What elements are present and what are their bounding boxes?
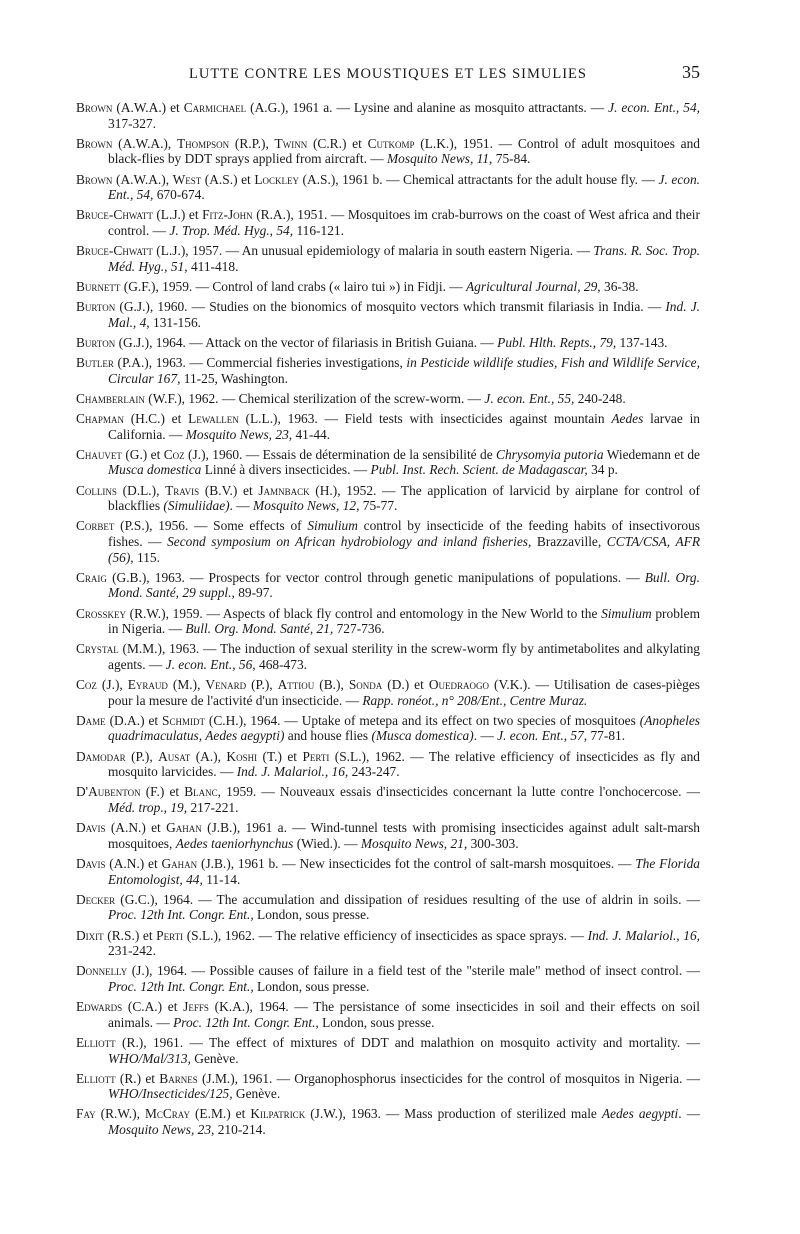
reference-entry <box>76 391 700 407</box>
reference-entry <box>76 1106 700 1137</box>
italic-text: J. econ. Ent., 57, <box>497 728 588 744</box>
reference-text: (G.B.), 1963. — Prospects for vector control through genetic manipulations of populations. — <box>106 569 645 585</box>
author-name: Fitz-John <box>202 207 253 223</box>
reference-text: (C.R.) et <box>307 135 368 151</box>
reference-text: 243-247. <box>348 764 400 780</box>
reference-entry <box>76 207 700 238</box>
author-name: McCray <box>144 1106 190 1122</box>
italic-text: in Pesticide wildlife studies, Fish and Wildlife Service, Circular 167, <box>108 355 700 386</box>
reference-text: (L.L.), 1963. — Field tests with insecticides against mountain <box>238 411 612 427</box>
author-name: Brown <box>76 135 113 151</box>
reference-text: 36-38. <box>600 278 639 294</box>
reference-text: (A.), <box>190 748 227 764</box>
italic-text: Simulium <box>601 605 652 621</box>
reference-text: (R.W.), <box>95 1106 145 1122</box>
reference-text: (Wied.). — <box>293 835 361 851</box>
reference-text: (F.) et <box>140 784 185 800</box>
author-name: Dame <box>76 712 106 728</box>
page-number: 35 <box>682 62 700 82</box>
author-name: Crosskey <box>76 605 126 621</box>
reference-text: 75-84. <box>492 151 531 167</box>
reference-entry <box>76 749 700 780</box>
italic-text: Publ. Hlth. Repts., 79, <box>497 334 617 350</box>
author-name: Brown <box>76 171 113 187</box>
author-name: Collins <box>76 482 117 498</box>
author-name: Kilpatrick <box>250 1106 306 1122</box>
reference-text: (D.L.), <box>116 482 166 498</box>
reference-text: (C.A.) et <box>122 999 184 1015</box>
author-name: Thompson <box>176 135 230 151</box>
reference-text: London, sous presse. <box>318 1014 435 1030</box>
reference-text: (M.M.), 1963. — The induction of sexual sterility in the screw-worm fly by antimetabolites and alkylating agents. — <box>108 641 700 672</box>
reference-text: Genève. <box>190 1050 239 1066</box>
reference-entry <box>76 713 700 744</box>
author-name: Dixit <box>76 927 104 943</box>
reference-text: 317-327. <box>108 115 156 131</box>
reference-text: 116-121. <box>293 222 344 238</box>
reference-text: control by insecticide of the feeding habits of insectivorous fishes. — <box>108 518 701 549</box>
reference-text: (W.F.), 1962. — Chemical sterilization of the screw-worm. — <box>144 390 485 406</box>
author-name: Barnes <box>159 1070 198 1086</box>
author-name: Cutkomp <box>367 135 415 151</box>
reference-text: (C.H.), 1964. — Uptake of metepa and its effect on two species of mosquitoes <box>204 712 640 728</box>
reference-text: (S.L.), 1962. — The relative efficiency of insecticides as fly and mosquito larvicides. — <box>108 748 700 780</box>
reference-text: (A.S.), 1961 b. — Chemical attractants for the adult house fly. — <box>299 171 659 187</box>
author-name: Sonda <box>348 677 383 693</box>
reference-text: and house flies <box>284 728 372 744</box>
reference-text: (R.S.) et <box>103 927 157 943</box>
reference-entry <box>76 518 700 565</box>
reference-entry <box>76 100 700 131</box>
reference-text: (M.), <box>167 677 206 693</box>
reference-text: 300-303. <box>467 835 519 851</box>
reference-entry <box>76 136 700 167</box>
reference-text: (J.W.), 1963. — Mass production of sterilized male <box>305 1106 602 1122</box>
reference-entry <box>76 963 700 994</box>
author-name: Brown <box>76 100 113 115</box>
author-name: Blanc <box>184 784 218 800</box>
italic-text: J. Trop. Méd. Hyg., 54, <box>169 222 294 238</box>
italic-text: Proc. 12th Int. Congr. Ent., <box>173 1014 319 1030</box>
italic-text: Ind. J. Mal., 4, <box>108 299 700 330</box>
reference-text: (A.N.) et <box>105 856 162 871</box>
reference-entry <box>76 447 700 478</box>
reference-text: (R.), 1961. — The effect of mixtures of DDT and malathion on mosquito activity and mortality. — <box>115 1034 700 1050</box>
reference-text: (R.) et <box>115 1070 160 1086</box>
author-name: Attiou <box>277 677 315 693</box>
reference-text: 137-143. <box>616 334 668 350</box>
reference-text: 727-736. <box>333 621 385 637</box>
italic-text: Publ. Inst. Rech. Scient. de Madagascar, <box>370 462 588 478</box>
reference-text: (L.J.), 1957. — An unusual epidemiology of malaria in south eastern Nigeria. — <box>152 243 594 259</box>
author-name: Gahan <box>166 820 202 836</box>
reference-text: (P.), <box>246 677 278 693</box>
reference-text: London, sous presse. <box>253 907 370 923</box>
reference-text: (G.C.), 1964. — The accumulation and dissipation of residues resulting of the use of aldrin in soils. — <box>115 891 700 907</box>
italic-text: CCTA/CSA, AFR (56), <box>108 533 700 565</box>
author-name: Elliott <box>76 1070 116 1086</box>
reference-text: 411-418. <box>187 258 239 274</box>
italic-text: Mosquito News, 23, <box>185 426 293 442</box>
author-name: West <box>172 171 202 187</box>
italic-text: Mosquito News, 12, <box>253 498 360 514</box>
reference-text: 75-77. <box>359 498 398 514</box>
reference-text: (R.P.), <box>229 135 275 151</box>
reference-text: larvae in California. — <box>108 411 700 442</box>
author-name: Schmidt <box>162 712 205 728</box>
reference-text: (J.), <box>96 677 128 693</box>
author-name: Bruce-Chwatt <box>76 243 153 259</box>
reference-list <box>76 100 700 1142</box>
reference-entry <box>76 411 700 442</box>
reference-text: , 1959. — Nouveaux essais d'insecticides concernant la lutte contre l'onchocercose. — <box>217 784 700 800</box>
reference-text: . — <box>678 1106 700 1122</box>
reference-text: (B.V.) et <box>199 482 259 498</box>
italic-text: J. econ. Ent., 54, <box>108 171 700 203</box>
reference-text: (J.M.), 1961. — Organophosphorus insecticides for the control of mosquitos in Nigeria. — <box>197 1070 700 1086</box>
italic-text: Aedes <box>611 411 644 427</box>
reference-entry <box>76 820 700 851</box>
author-name: Burton <box>76 299 116 315</box>
reference-entry <box>76 335 700 351</box>
reference-text: (T.) et <box>257 748 303 764</box>
author-name: Donnelly <box>76 963 128 979</box>
author-name: Decker <box>76 891 116 907</box>
author-name: Bruce-Chwatt <box>76 207 153 223</box>
italic-text: Chrysomyia putoria <box>496 446 604 462</box>
italic-text: The Florida Entomologist, 44, <box>108 856 700 887</box>
reference-text: (A.G.), 1961 a. — Lysine and alanine as mosquito attractants. — <box>246 100 609 115</box>
italic-text: Agricultural Journal, 29, <box>466 278 601 294</box>
italic-text: Proc. 12th Int. Congr. Ent., <box>108 907 254 923</box>
italic-text: Aedes aegypti <box>601 1106 679 1122</box>
italic-text: J. econ. Ent., 56, <box>165 656 256 672</box>
author-name: Eyraud <box>127 677 168 693</box>
reference-text: Wiedemann et de <box>603 446 700 462</box>
author-name: Ouedraogo <box>428 677 490 693</box>
italic-text: J. econ. Ent., 54, <box>608 100 700 115</box>
reference-text: Genève. <box>232 1086 281 1102</box>
italic-text: Trans. R. Soc. Trop. Méd. Hyg., 51, <box>108 243 700 274</box>
author-name: Jeffs <box>183 999 209 1015</box>
reference-text: 77-81. <box>587 728 626 744</box>
author-name: Butler <box>76 355 114 371</box>
reference-text: 115. <box>133 549 160 565</box>
author-name: Twinn <box>274 135 308 151</box>
author-name: Craig <box>76 569 107 585</box>
reference-text: (A.S.) et <box>201 171 255 187</box>
reference-text: 11-25, Washington. <box>180 370 288 386</box>
reference-entry <box>76 677 700 708</box>
italic-text: Ind. J. Malariol., 16, <box>587 927 700 943</box>
reference-text: London, sous presse. <box>253 978 370 994</box>
reference-text: (P.A.), 1963. — Commercial fisheries investigations, <box>113 355 407 371</box>
reference-text: (G.J.), 1964. — Attack on the vector of filariasis in British Guiana. — <box>115 334 498 350</box>
author-name: Perti <box>156 927 184 943</box>
reference-text: Brazzaville, <box>531 533 607 549</box>
reference-text: . — <box>473 728 498 744</box>
reference-entry <box>76 355 700 386</box>
italic-text: Rapp. ronéot., n° 208/Ent., Centre Muraz. <box>362 692 588 708</box>
reference-text: (J.B.), 1961 b. — New insecticides fot the control of salt-marsh mosquitoes. — <box>197 856 636 871</box>
italic-text: Bull. Org. Mond. Santé, 29 suppl., <box>108 569 700 601</box>
author-name: Venard <box>205 677 247 693</box>
reference-text: 131-156. <box>149 314 201 330</box>
author-name: Damodar <box>76 748 126 764</box>
author-name: Gahan <box>161 856 198 871</box>
author-name: Elliott <box>76 1034 116 1050</box>
author-name: Coz <box>163 446 185 462</box>
reference-text: (A.W.A.), <box>112 171 173 187</box>
author-name: Koshi <box>226 748 258 764</box>
author-name: Burnett <box>76 278 121 294</box>
italic-text: Méd. trop., 19, <box>108 800 188 816</box>
reference-entry <box>76 856 700 887</box>
author-name: Davis <box>76 856 106 871</box>
reference-entry <box>76 784 700 815</box>
reference-text: (A.W.A.), <box>112 135 177 151</box>
reference-text: (B.), <box>314 677 349 693</box>
italic-text: WHO/Insecticides/125, <box>108 1086 233 1102</box>
italic-text: (Musca domestica) <box>371 728 474 744</box>
reference-text: (J.), 1960. — Essais de détermination de la sensibilité de <box>184 446 497 462</box>
reference-entry <box>76 172 700 203</box>
reference-entry <box>76 606 700 637</box>
italic-text: Mosquito News, 21, <box>360 835 468 851</box>
author-name: Edwards <box>76 999 123 1015</box>
author-name: Lockley <box>254 171 299 187</box>
reference-text: 11-14. <box>202 871 241 887</box>
reference-entry <box>76 570 700 601</box>
italic-text: Ind. J. Malariol., 16, <box>236 764 349 780</box>
reference-text: (P.), <box>125 748 159 764</box>
reference-text: (P.S.), 1956. — Some effects of <box>114 518 308 534</box>
reference-text: (L.K.), 1951. — Control of adult mosquitoes and black-flies by DDT sprays applied from aircraft. — <box>108 135 700 167</box>
reference-text: 41-44. <box>292 426 331 442</box>
reference-text: (D.) et <box>382 677 429 693</box>
reference-entry <box>76 243 700 274</box>
reference-text: Linné à divers insecticides. — <box>201 462 371 478</box>
italic-text: Mosquito News, 11, <box>387 151 493 167</box>
italic-text: Proc. 12th Int. Congr. Ent., <box>108 978 254 994</box>
italic-text: (Simuliidae) <box>163 498 230 514</box>
reference-text: (J.), 1964. — Possible causes of failure in a field test of the "sterile male" method of insect control. — <box>127 963 700 979</box>
author-name: Coz <box>76 677 97 693</box>
reference-text: problem in Nigeria. — <box>108 605 700 637</box>
author-name: Chapman <box>76 411 124 427</box>
author-name: Travis <box>165 482 200 498</box>
reference-text: (D.A.) et <box>105 712 163 728</box>
reference-entry <box>76 999 700 1030</box>
reference-text: (R.W.), 1959. — Aspects of black fly control and entomology in the New World to the <box>125 605 602 621</box>
reference-text: (H.C.) et <box>123 411 189 427</box>
italic-text: Bull. Org. Mond. Santé, 21, <box>185 621 334 637</box>
reference-text: (G.) et <box>121 446 164 462</box>
italic-text: (Anopheles quadrimaculatus, Aedes aegypti) <box>108 712 700 744</box>
reference-entry <box>76 299 700 330</box>
reference-text: (K.A.), 1964. — The persistance of some insecticides in soil and their effects on soil animals. — <box>108 999 700 1030</box>
page-header <box>76 60 700 86</box>
reference-text: . — <box>229 498 254 514</box>
author-name: Chauvet <box>76 446 122 462</box>
italic-text: Simulium <box>307 518 358 534</box>
author-name: D'Aubenton <box>76 784 141 800</box>
reference-text: (S.L.), 1962. — The relative efficiency of insecticides as space sprays. — <box>183 927 588 943</box>
author-name: Lewallen <box>188 411 239 427</box>
reference-text: (V.K.). — Utilisation de cases-pièges pour la mesure de l'activité d'un insecticide. — <box>108 677 700 708</box>
reference-entry <box>76 483 700 514</box>
italic-text: Second symposium on African hydrobiology and inland fisheries, <box>167 533 532 549</box>
reference-text: 34 p. <box>587 462 618 478</box>
reference-text: (A.W.A.) et <box>112 100 184 115</box>
reference-text: (L.J.) et <box>152 207 203 223</box>
reference-text: 468-473. <box>255 656 307 672</box>
reference-text: (J.B.), 1961 a. — Wind-tunnel tests with promising insecticides against adult salt-marsh mosquitoes, <box>108 820 700 851</box>
reference-text: 210-214. <box>214 1122 266 1138</box>
author-name: Crystal <box>76 641 119 657</box>
italic-text: J. econ. Ent., 55, <box>484 390 575 406</box>
reference-entry <box>76 279 700 295</box>
author-name: Perti <box>302 748 330 764</box>
running-title: LUTTE CONTRE LES MOUSTIQUES ET LES SIMULIES <box>189 66 587 82</box>
reference-entry <box>76 892 700 923</box>
reference-text: 670-674. <box>153 187 205 203</box>
italic-text: WHO/Mal/313, <box>108 1050 191 1066</box>
italic-text: Mosquito News, 23, <box>108 1122 215 1138</box>
italic-text: Musca domestica <box>108 462 202 478</box>
author-name: Burton <box>76 334 116 350</box>
author-name: Jamnback <box>258 482 310 498</box>
reference-entry <box>76 641 700 672</box>
author-name: Carmichael <box>183 100 247 115</box>
author-name: Chamberlain <box>76 390 145 406</box>
reference-text: (A.N.) et <box>105 820 167 836</box>
author-name: Davis <box>76 820 106 836</box>
author-name: Ausat <box>158 748 191 764</box>
reference-text: (R.A.), 1951. — Mosquitoes im crab-burrows on the coast of West africa and their control. — <box>108 207 700 238</box>
reference-text: 89-97. <box>234 585 273 601</box>
reference-text: (E.M.) et <box>189 1106 251 1122</box>
author-name: Corbet <box>76 518 115 534</box>
reference-text: (G.J.), 1960. — Studies on the bionomics of mosquito vectors which transmit filariasis in India. — <box>115 299 666 315</box>
reference-text: 217-221. <box>187 800 239 816</box>
reference-entry <box>76 928 700 959</box>
author-name: Fay <box>76 1106 96 1122</box>
reference-entry <box>76 1035 700 1066</box>
reference-text: (G.F.), 1959. — Control of land crabs (« lairo tui ») in Fidji. — <box>120 278 466 294</box>
reference-text: 231-242. <box>108 943 156 959</box>
reference-text: (H.), 1952. — The application of larvicid by airplane for control of blackflies <box>108 482 700 514</box>
italic-text: Aedes taeniorhynchus <box>175 835 294 851</box>
reference-text: 240-248. <box>574 390 626 406</box>
reference-entry <box>76 1071 700 1102</box>
